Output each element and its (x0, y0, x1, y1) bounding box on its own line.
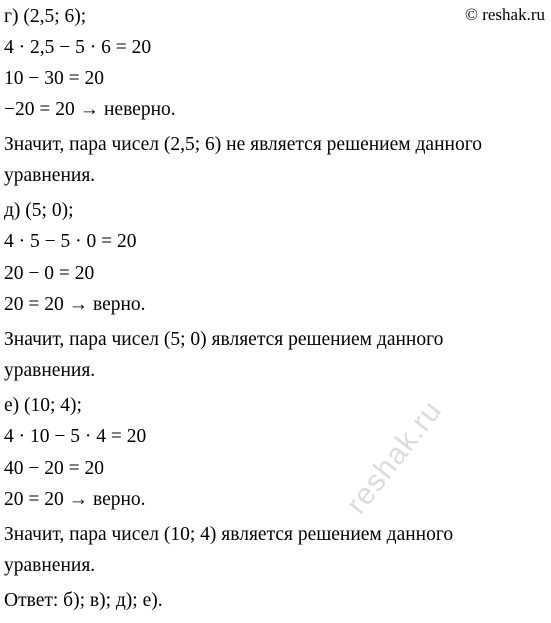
case-g-step: 10 − 30 = 20 (4, 68, 104, 89)
watermark-diagonal: reshak.ru (340, 394, 449, 521)
case-e-conclusion: Значит, пара чисел (10; 4) является решением данного (4, 524, 454, 545)
case-d-equation: 4 · 5 − 5 · 0 = 20 (4, 231, 137, 252)
case-d-conclusion-end: уравнения. (4, 360, 96, 381)
case-d-step: 20 − 0 = 20 (4, 263, 95, 284)
case-g-conclusion-end: уравнения. (4, 165, 96, 186)
case-e-conclusion-end: уравнения. (4, 555, 96, 576)
case-e-step: 40 − 20 = 20 (4, 458, 104, 479)
case-d-conclusion: Значит, пара чисел (5; 0) является решением данного (4, 329, 444, 350)
case-g-equation: 4 · 2,5 − 5 · 6 = 20 (4, 37, 152, 58)
case-d-result: 20 = 20 → верно. (4, 294, 146, 315)
case-d-heading: д) (5; 0); (4, 200, 74, 221)
answer-line: Ответ: б); в); д); е). (4, 590, 163, 611)
case-g-heading: г) (2,5; 6); (4, 6, 87, 27)
case-g-result: −20 = 20 → неверно. (4, 99, 176, 120)
case-e-equation: 4 · 10 − 5 · 4 = 20 (4, 426, 147, 447)
case-e-heading: е) (10; 4); (4, 395, 82, 416)
case-g-conclusion: Значит, пара чисел (2,5; 6) не является решением данного (4, 134, 482, 155)
case-e-result: 20 = 20 → верно. (4, 489, 146, 510)
watermark-copyright: © reshak.ru (465, 5, 545, 24)
